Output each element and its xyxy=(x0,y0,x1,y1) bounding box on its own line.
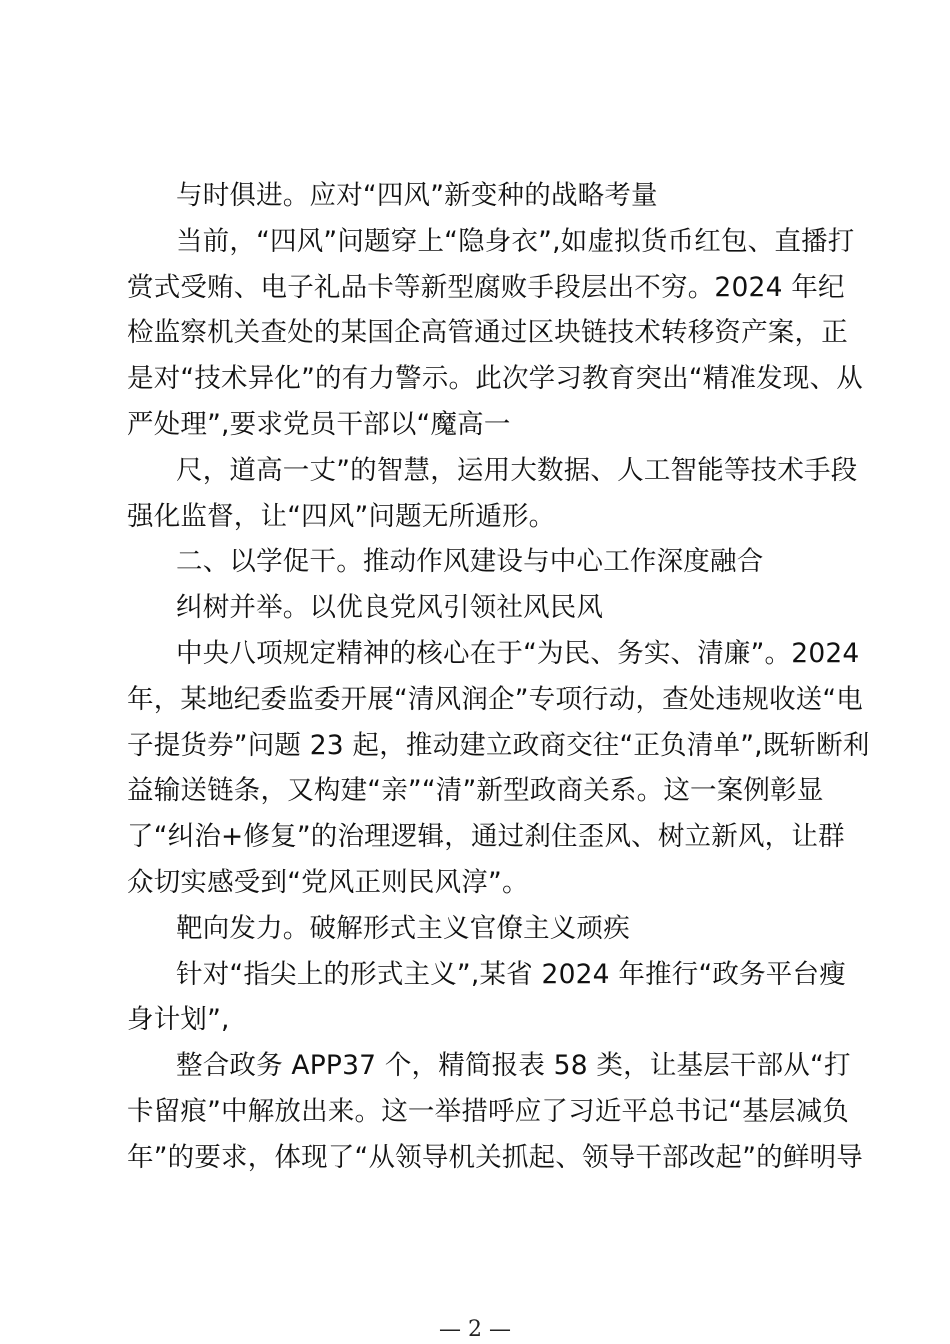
section-heading: 二、以学促干。推动作风建设与中心工作深度融合 xyxy=(176,546,764,578)
paragraph-line: 针对“指尖上的形式主义”,某省 2024 年推行“政务平台瘦 xyxy=(176,958,846,990)
paragraph-line: 中央八项规定精神的核心在于“为民、务实、清廉”。2024 xyxy=(176,637,860,669)
paragraph-line: 强化监督，让“四风”问题无所遁形。 xyxy=(127,500,556,532)
paragraph-line: 是对“技术异化”的有力警示。此次学习教育突出“精准发现、从 xyxy=(127,363,863,395)
paragraph-line: 尺，道高一丈”的智慧，运用大数据、人工智能等技术手段 xyxy=(176,454,858,486)
paragraph-line: 身计划”, xyxy=(127,1004,230,1036)
paragraph-line: 检监察机关查处的某国企高管通过区块链技术转移资产案，正 xyxy=(127,317,848,349)
paragraph-line: 年，某地纪委监委开展“清风润企”专项行动，查处违规收送“电 xyxy=(127,683,863,715)
paragraph-line: 年”的要求，体现了“从领导机关抓起、领导干部改起”的鲜明导 xyxy=(127,1141,863,1173)
paragraph-line: 整合政务 APP37 个，精简报表 58 类，让基层干部从“打 xyxy=(176,1050,851,1082)
section-heading: 靶向发力。破解形式主义官僚主义顽疾 xyxy=(176,912,630,944)
paragraph-line: 益输送链条，又构建“亲”“清”新型政商关系。这一案例彰显 xyxy=(127,775,824,807)
paragraph-line: 严处理”,要求党员干部以“魔高一 xyxy=(127,408,511,440)
paragraph-line: 了“纠治+修复”的治理逻辑，通过刹住歪风、树立新风，让群 xyxy=(127,821,845,853)
page-number: — 2 — xyxy=(439,1317,511,1342)
paragraph-line: 卡留痕”中解放出来。这一举措呼应了习近平总书记“基层减负 xyxy=(127,1095,850,1127)
paragraph-line: 当前，“四风”问题穿上“隐身衣”,如虚拟货币红包、直播打 xyxy=(176,225,855,257)
section-heading: 纠树并举。以优良党风引领社风民风 xyxy=(176,592,604,624)
paragraph-line: 赏式受贿、电子礼品卡等新型腐败手段层出不穷。2024 年纪 xyxy=(127,271,845,303)
section-heading: 与时俱进。应对“四风”新变种的战略考量 xyxy=(176,180,658,211)
paragraph-line: 子提货券”问题 23 起，推动建立政商交往“正负清单”,既斩断利 xyxy=(127,729,870,761)
body-text xyxy=(127,173,870,1181)
paragraph-line: 众切实感受到“党风正则民风淳”。 xyxy=(127,866,529,898)
